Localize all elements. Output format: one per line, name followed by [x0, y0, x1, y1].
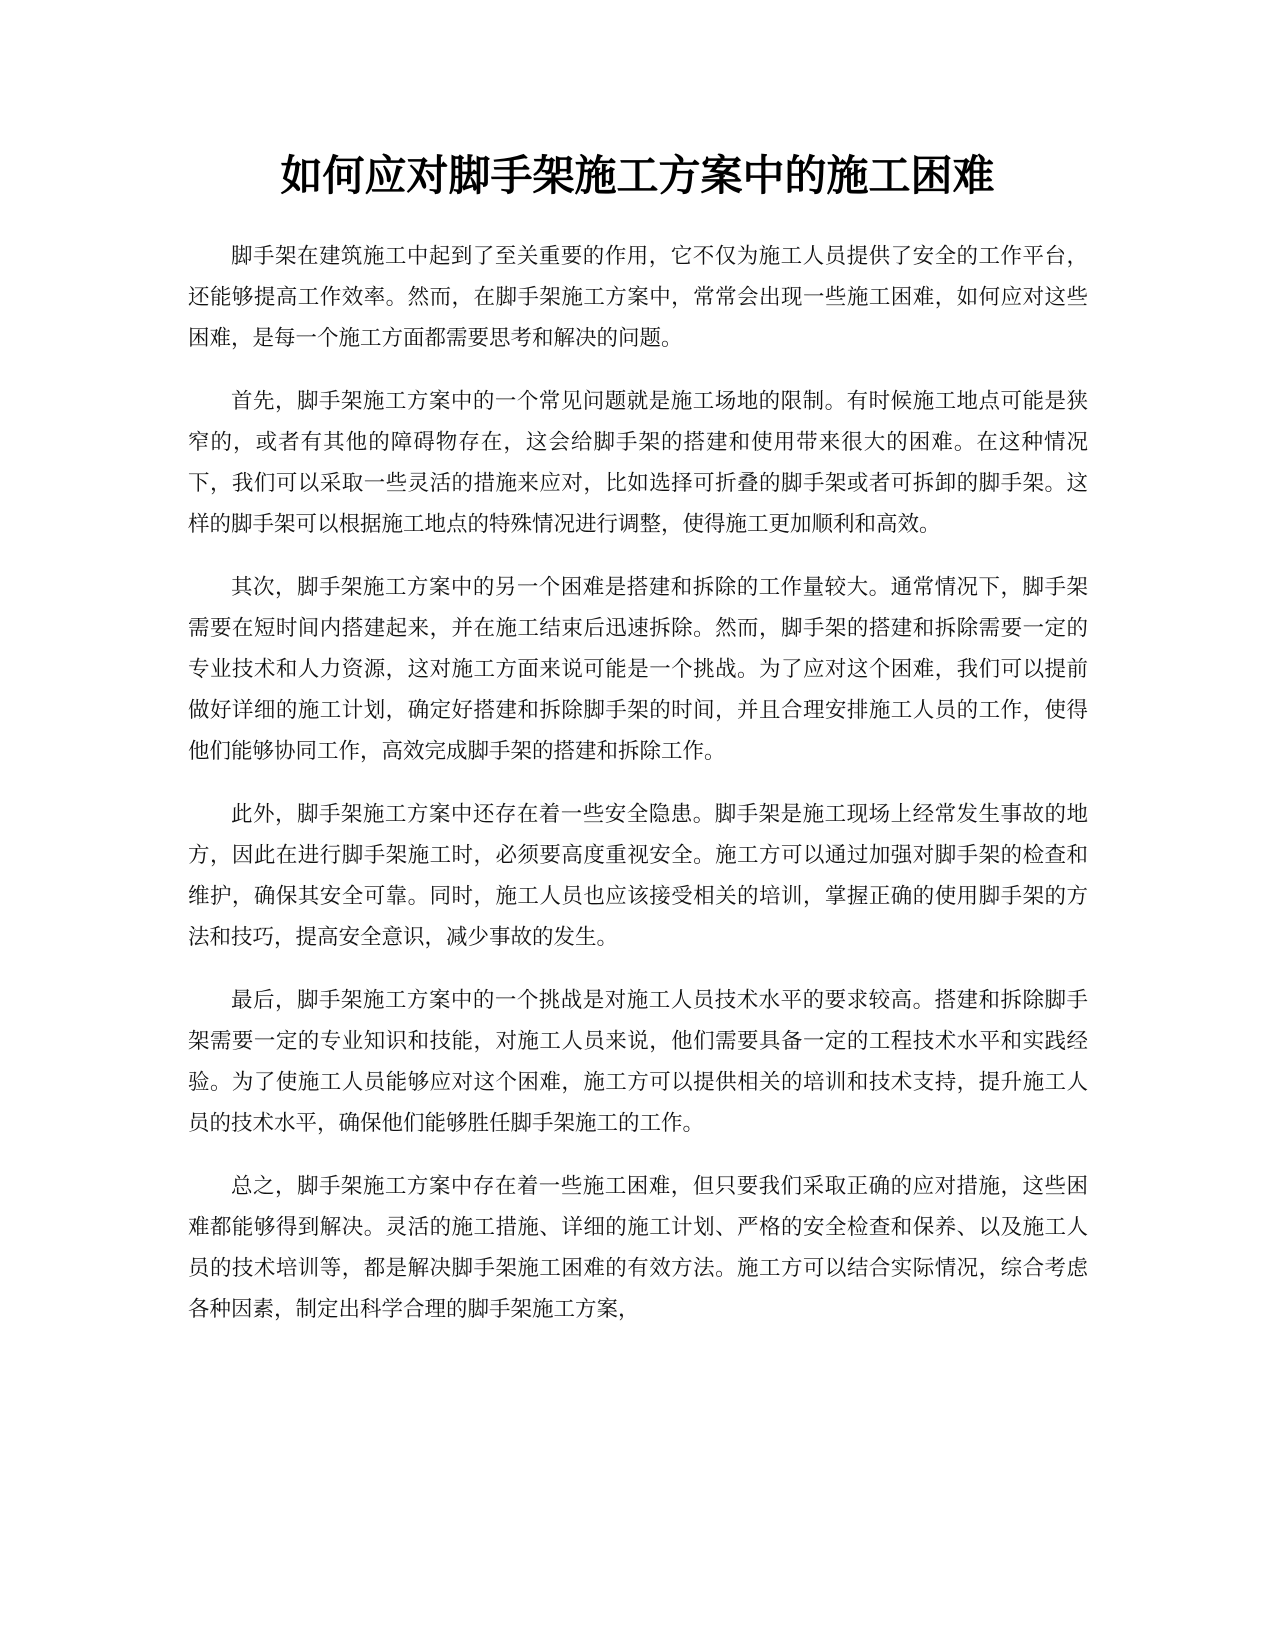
paragraph-conclusion: 总之，脚手架施工方案中存在着一些施工困难，但只要我们采取正确的应对措施，这些困难都能够得到解决。灵活的施工措施、详细的施工计划、严格的安全检查和保养、以及施工人员的技术培训等，都是解决脚手架施工困难的有效方法。施工方可以结合实际情况，综合考虑各种因素，制定出科学合理的脚手架施工方案，	[188, 1174, 1088, 1322]
paragraph-intro: 脚手架在建筑施工中起到了至关重要的作用，它不仅为施工人员提供了安全的工作平台，还能够提高工作效率。然而，在脚手架施工方案中，常常会出现一些施工困难，如何应对这些困难，是每一个施工方面都需要思考和解决的问题。	[188, 244, 1088, 351]
paragraph-site-limits: 首先，脚手架施工方案中的一个常见问题就是施工场地的限制。有时候施工地点可能是狭窄的，或者有其他的障碍物存在，这会给脚手架的搭建和使用带来很大的困难。在这种情况下，我们可以采取一些灵活的措施来应对，比如选择可折叠的脚手架或者可拆卸的脚手架。这样的脚手架可以根据施工地点的特殊情况进行调整，使得施工更加顺利和高效。	[188, 389, 1088, 537]
paragraph-safety: 此外，脚手架施工方案中还存在着一些安全隐患。脚手架是施工现场上经常发生事故的地方，因此在进行脚手架施工时，必须要高度重视安全。施工方可以通过加强对脚手架的检查和维护，确保其安全可靠。同时，施工人员也应该接受相关的培训，掌握正确的使用脚手架的方法和技巧，提高安全意识，减少事故的发生。	[188, 802, 1088, 950]
document-title: 如何应对脚手架施工方案中的施工困难	[280, 151, 995, 200]
document-body	[188, 236, 1088, 1352]
paragraph-workload: 其次，脚手架施工方案中的另一个困难是搭建和拆除的工作量较大。通常情况下，脚手架需要在短时间内搭建起来，并在施工结束后迅速拆除。然而，脚手架的搭建和拆除需要一定的专业技术和人力资源，这对施工方面来说可能是一个挑战。为了应对这个困难，我们可以提前做好详细的施工计划，确定好搭建和拆除脚手架的时间，并且合理安排施工人员的工作，使得他们能够协同工作，高效完成脚手架的搭建和拆除工作。	[188, 575, 1088, 764]
paragraph-skills: 最后，脚手架施工方案中的一个挑战是对施工人员技术水平的要求较高。搭建和拆除脚手架需要一定的专业知识和技能，对施工人员来说，他们需要具备一定的工程技术水平和实践经验。为了使施工人员能够应对这个困难，施工方可以提供相关的培训和技术支持，提升施工人员的技术水平，确保他们能够胜任脚手架施工的工作。	[188, 988, 1088, 1136]
